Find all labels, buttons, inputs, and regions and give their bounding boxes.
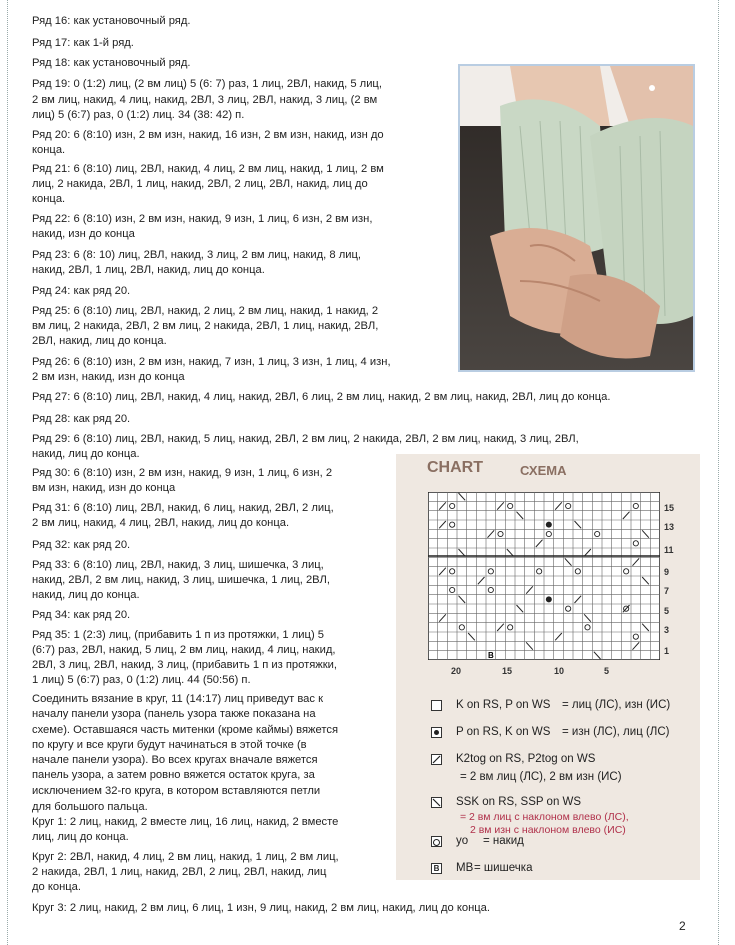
pattern-line: для большого пальца.: [32, 801, 148, 813]
legend-label-en: K on RS, P on WS: [456, 699, 551, 711]
pattern-line: Ряд 24: как ряд 20.: [32, 285, 131, 297]
pattern-line: 2 вм лиц, накид, 4 лиц, 2ВЛ, накид, лиц до конца.: [32, 517, 290, 529]
pattern-line: Ряд 19: 0 (1:2) лиц, (2 вм лиц) 5 (6: 7) раз, 1 лиц, 2ВЛ, накид, 5 лиц,: [32, 78, 382, 90]
knitting-chart-grid: [428, 492, 660, 660]
pattern-line: Ряд 21: 6 (8:10) лиц, 2ВЛ, накид, 4 лиц, 2 вм лиц, накид, 1 лиц, 2 вм: [32, 163, 384, 175]
pattern-line: Ряд 23: 6 (8: 10) лиц, 2ВЛ, накид, 3 лиц, 2 вм лиц, накид, 8 лиц,: [32, 249, 362, 261]
pattern-line: конца.: [32, 144, 66, 156]
purl-symbol: [546, 522, 552, 528]
pattern-line: лиц) 5 (6:7) раз, 0 (1:2) лиц. 34 (38: 42) п.: [32, 109, 245, 121]
pattern-line: Ряд 27: 6 (8:10) лиц, 2ВЛ, накид, 4 лиц, накид, 2ВЛ, 6 лиц, 2 вм лиц, накид, 2 вм лиц, накид, 2ВЛ, лиц до конца.: [32, 391, 611, 403]
chart-title-ru: СХЕМА: [520, 463, 567, 478]
pattern-line: накид, изн до конца: [32, 228, 135, 240]
pattern-line: 2 вм лиц, накид, 4 лиц, накид, 2ВЛ, 3 лиц, 2ВЛ, накид, 3 лиц, (2 вм: [32, 94, 378, 106]
pattern-line: Ряд 22: 6 (8:10) изн, 2 вм изн, накид, 9 изн, 1 лиц, 6 изн, 2 вм изн,: [32, 213, 373, 225]
legend-label-ru: = 2 вм лиц (ЛС), 2 вм изн (ИС): [460, 771, 622, 783]
pattern-line: Ряд 18: как установочный ряд.: [32, 57, 191, 69]
chart-col-label: 5: [604, 666, 610, 676]
pattern-line: схеме). Оставшаяся часть митенки (кроме каймы) вяжется: [32, 724, 339, 736]
pattern-line: Ряд 16: как установочный ряд.: [32, 15, 191, 27]
pattern-line: до конца.: [32, 881, 82, 893]
k2tog-slash-icon: [431, 754, 442, 765]
pattern-line: вм изн, накид, изн до конца: [32, 482, 176, 494]
pattern-line: панель узора, а затем ровно вяжется остаток круга, за: [32, 769, 315, 781]
chart-title-en: CHART: [427, 459, 483, 476]
legend-label-ru: = 2 вм лиц с наклоном влево (ЛС),: [460, 811, 629, 823]
chart-row-label: 3: [664, 625, 670, 635]
chart-row-label: 9: [664, 567, 670, 577]
pattern-line: по кругу и все круги будут начинаться в этой точке (в: [32, 739, 307, 751]
pattern-line: 1 лиц) 5 (6:7) раз, 0 (1:2) лиц. 44 (50:56) п.: [32, 674, 251, 686]
pattern-line: накид, лиц до конца.: [32, 448, 140, 460]
pattern-line: вм лиц, 2 накида, 2ВЛ, 2 вм лиц, 2 накида, 2ВЛ, 1 лиц, накид, 2ВЛ,: [32, 320, 379, 332]
pattern-line: Круг 2: 2ВЛ, накид, 4 лиц, 2 вм лиц, накид, 1 лиц, 2 вм лиц,: [32, 851, 339, 863]
pattern-line: накид, лиц до конца.: [32, 589, 140, 601]
pattern-line: Ряд 17: как 1-й ряд.: [32, 37, 134, 49]
pattern-line: Ряд 26: 6 (8:10) изн, 2 вм изн, накид, 7 изн, 1 лиц, 3 изн, 1 лиц, 4 изн,: [32, 356, 391, 368]
pattern-line: Ряд 32: как ряд 20.: [32, 539, 131, 551]
pattern-line: 2 накида, 2ВЛ, 1 лиц, накид, 2ВЛ, 2 лиц, 2ВЛ, накид, лиц: [32, 866, 327, 878]
chart-row-label: 15: [664, 503, 675, 513]
pattern-line: накид, 2ВЛ, 1 лиц, 2ВЛ, накид, лиц до конца.: [32, 264, 265, 276]
legend-label-ru: = лиц (ЛС), изн (ИС): [562, 699, 671, 711]
legend-label-en: MB: [456, 862, 474, 874]
mittens-photo: [458, 64, 695, 372]
pattern-line: Круг 1: 2 лиц, накид, 2 вместе лиц, 16 лиц, накид, 2 вместе: [32, 816, 339, 828]
chart-row-label: 5: [664, 606, 670, 616]
pattern-line: лиц, 2 накида, 2ВЛ, 1 лиц, накид, 2ВЛ, 2 лиц, 2ВЛ, накид, лиц до: [32, 178, 368, 190]
page-number: 2: [679, 919, 686, 933]
pattern-line: 2ВЛ, накид, лиц до конца.: [32, 335, 167, 347]
pattern-line: Ряд 25: 6 (8:10) лиц, 2ВЛ, накид, 2 лиц, 2 вм лиц, накид, 1 накид, 2: [32, 305, 379, 317]
right-page-border: [718, 0, 719, 945]
chart-row-label: 7: [664, 586, 670, 596]
pattern-line: Ряд 28: как ряд 20.: [32, 413, 131, 425]
pattern-line: (6:7) раз, 2ВЛ, накид, 5 лиц, 2 вм лиц, накид, 4 лиц, накид,: [32, 644, 336, 656]
chart-row-label: 1: [664, 646, 670, 656]
legend-label-en: K2tog on RS, P2tog on WS: [456, 753, 596, 765]
legend-label-ru: = шишечка: [474, 862, 533, 874]
legend-label-en: yo: [456, 835, 469, 847]
purl-symbol: [546, 596, 552, 602]
ssk-backslash-icon: [431, 797, 442, 808]
chart-col-label: 10: [554, 666, 565, 676]
legend-label-en: P on RS, K on WS: [456, 726, 551, 738]
legend-label-en: SSK on RS, SSP on WS: [456, 796, 582, 808]
pattern-line: началу панели узора (панель узора также показана на: [32, 708, 316, 720]
chart-col-label: 15: [502, 666, 513, 676]
yo-circle-icon: [431, 836, 442, 847]
pattern-line: Ряд 20: 6 (8:10) изн, 2 вм изн, накид, 16 изн, 2 вм изн, накид, изн до: [32, 129, 384, 141]
purl-dot-icon: [431, 727, 442, 738]
mb-bobble-icon: [431, 863, 442, 874]
pattern-line: Ряд 35: 1 (2:3) лиц, (прибавить 1 п из протяжки, 1 лиц) 5: [32, 629, 325, 641]
pattern-line: Ряд 33: 6 (8:10) лиц, 2ВЛ, накид, 3 лиц, шишечка, 3 лиц,: [32, 559, 324, 571]
left-page-border: [7, 0, 8, 945]
knit-square-icon: [431, 700, 442, 711]
pattern-line: начале панели узора). Во всех кругах вначале вяжется: [32, 754, 318, 766]
chart-row-label: 13: [664, 522, 675, 532]
legend-label-ru: = накид: [483, 835, 524, 847]
pattern-line: 2 вм изн, накид, изн до конца: [32, 371, 185, 383]
pattern-line: Ряд 29: 6 (8:10) лиц, 2ВЛ, накид, 5 лиц, накид, 2ВЛ, 2 вм лиц, 2 накида, 2ВЛ, 2 вм лиц, накид, 3 лиц, 2ВЛ,: [32, 433, 579, 445]
pattern-line: накид, 2ВЛ, 2 вм лиц, накид, 3 лиц, шишечка, 1 лиц, 2ВЛ,: [32, 574, 330, 586]
legend-label-ru: = изн (ЛС), лиц (ЛС): [562, 726, 670, 738]
chart-col-label: 20: [451, 666, 462, 676]
chart-row-label: 11: [664, 545, 674, 555]
legend-label-ru: 2 вм изн с наклоном влево (ИС): [470, 824, 626, 836]
mb-symbol: B: [487, 651, 494, 660]
pattern-line: конца.: [32, 193, 66, 205]
pattern-line: исключением 32-го круга, в котором вставляются петли: [32, 785, 321, 797]
pattern-line: лиц, лиц до конца.: [32, 831, 129, 843]
mb-letter: B: [433, 864, 440, 873]
pattern-line: Ряд 34: как ряд 20.: [32, 609, 131, 621]
pattern-line: Круг 3: 2 лиц, накид, 2 вм лиц, 6 лиц, 1 изн, 9 лиц, накид, 2 вм лиц, накид, лиц до конца.: [32, 902, 491, 914]
pattern-line: 2ВЛ, 3 лиц, 2ВЛ, накид, 3 лиц, (прибавить 1 п из протяжки,: [32, 659, 338, 671]
pattern-line: Ряд 31: 6 (8:10) лиц, 2ВЛ, накид, 6 лиц, накид, 2ВЛ, 2 лиц,: [32, 502, 334, 514]
pattern-line: Ряд 30: 6 (8:10) изн, 2 вм изн, накид, 9 изн, 1 лиц, 6 изн, 2: [32, 467, 333, 479]
mittens-illustration: [460, 66, 693, 370]
pattern-line: Соединить вязание в круг, 11 (14:17) лиц приведут вас к: [32, 693, 323, 705]
